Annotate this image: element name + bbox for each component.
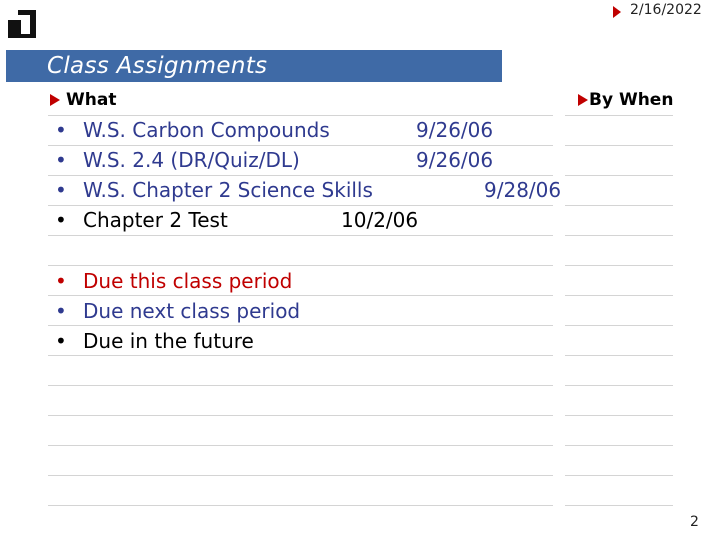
page-number: 2 (690, 514, 699, 530)
assignment-due-date: 9/26/06 (416, 118, 494, 142)
bullet: • (55, 299, 67, 323)
column-header-by-when: By When (589, 90, 674, 110)
slide-date: 2/16/2022 (630, 2, 702, 18)
assignment-due-date: 9/26/06 (416, 148, 494, 172)
assignment-item (55, 118, 330, 142)
legend-item-due-next (55, 299, 300, 323)
bullet: • (55, 118, 67, 142)
assignment-due-date: 10/2/06 (341, 208, 419, 232)
logo-icon (8, 10, 36, 38)
bullet: • (55, 269, 67, 293)
date-arrow-icon (613, 6, 621, 18)
assignment-task: W.S. 2.4 (DR/Quiz/DL) (83, 148, 300, 172)
slide-title: Class Assignments (47, 53, 268, 79)
bullet: • (55, 329, 67, 353)
assignment-task: W.S. Carbon Compounds (83, 118, 330, 142)
assignment-task: W.S. Chapter 2 Science Skills (83, 178, 373, 202)
legend-label: Due next class period (83, 299, 301, 323)
assignment-task: Chapter 2 Test (83, 208, 228, 232)
by-when-arrow-icon (578, 94, 588, 106)
legend-item-due-now (55, 269, 292, 293)
legend-item-due-future (55, 329, 254, 353)
legend-label: Due this class period (83, 269, 293, 293)
bullet: • (55, 148, 67, 172)
column-header-what: What (66, 90, 117, 110)
assignment-item (55, 178, 373, 202)
legend-label: Due in the future (83, 329, 254, 353)
assignment-item (55, 148, 300, 172)
assignment-item (55, 208, 228, 232)
what-arrow-icon (50, 94, 60, 106)
assignment-due-date: 9/28/06 (484, 178, 562, 202)
bullet: • (55, 178, 67, 202)
bullet: • (55, 208, 67, 232)
